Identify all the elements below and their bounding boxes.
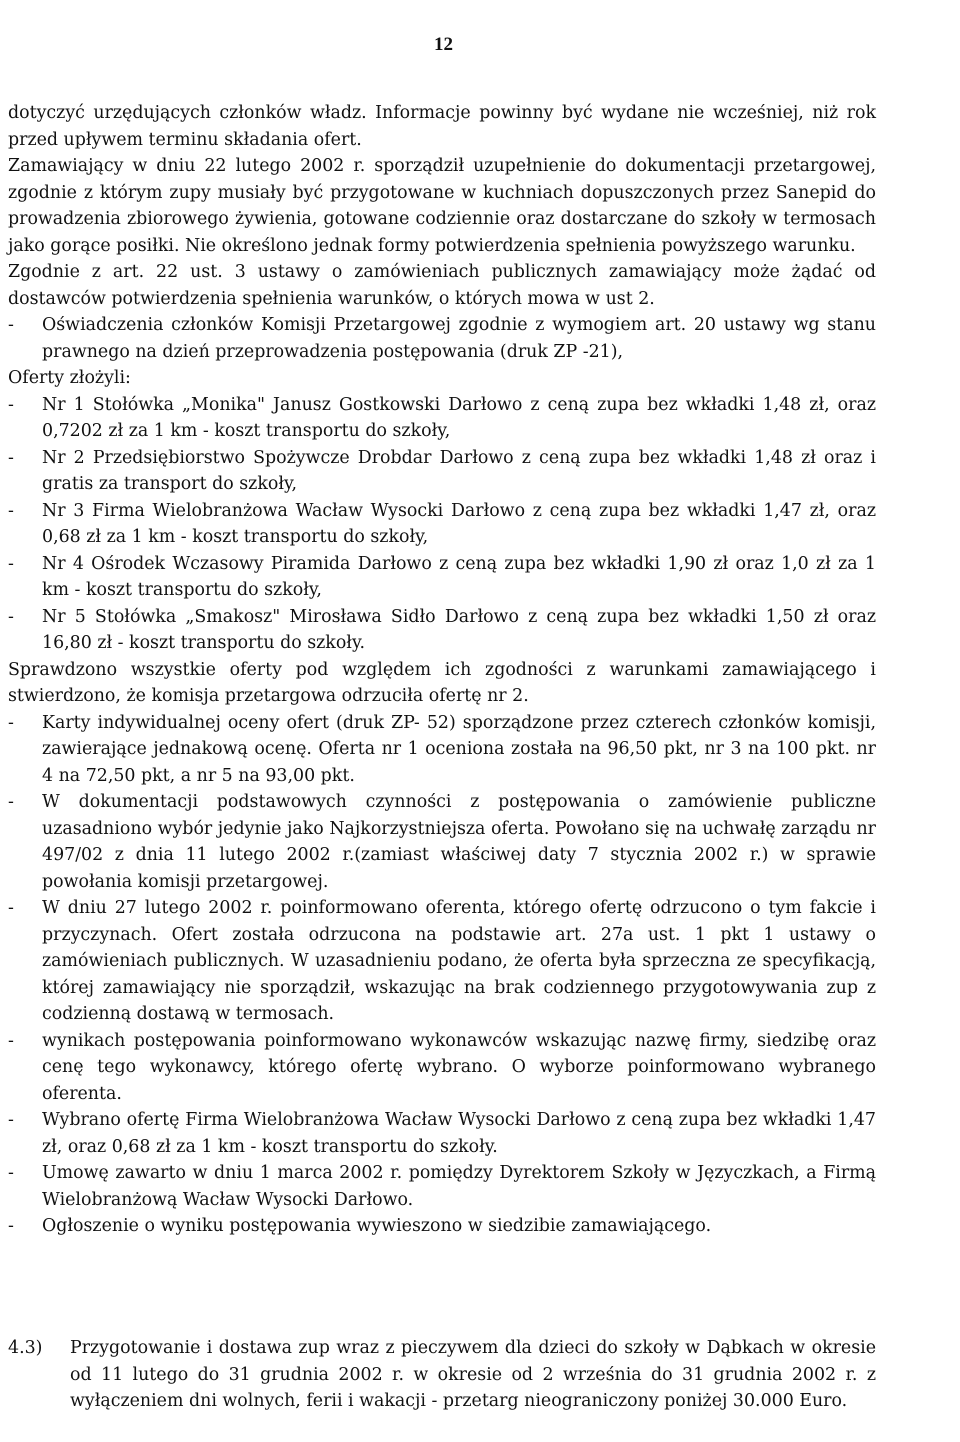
offer-item (8, 445, 876, 498)
list-item (8, 312, 876, 365)
list-dash: - (8, 1030, 14, 1051)
finding-item (8, 710, 876, 790)
finding-item (8, 1028, 876, 1108)
section-text: Przygotowanie i dostawa zup wraz z pieczywem dla dzieci do szkoły w Dąbkach w okresie od 11 lutego do 31 grudnia 2002 r. w okresie od 2 września do 31 grudnia 2002 r. z wyłączeniem dni wolnych, ferii i wakacji - przetarg nieograniczony poniżej 30.000 Euro. (70, 1338, 876, 1411)
list-dash: - (8, 1216, 14, 1236)
offer-item (8, 604, 876, 657)
verification-paragraph: Sprawdzono wszystkie oferty pod względem ich zgodności z warunkami zamawiającego i stwierdzono, że komisja przetargowa odrzuciła ofertę nr 2. (8, 659, 876, 706)
list-dash: - (8, 447, 14, 468)
list-dash: - (8, 712, 14, 733)
paragraph: dotyczyć urzędujących członków władz. Informacje powinny być wydane nie wcześniej, niż rok przed upływem terminu składania ofert. (8, 103, 876, 150)
list-dash: - (8, 553, 14, 574)
finding-item (8, 1213, 876, 1240)
finding-text: Wybrano ofertę Firma Wielobranżowa Wacław Wysocki Darłowo z ceną zupa bez wkładki 1,47 zł, oraz 0,68 zł za 1 km - koszt transportu do szkoły. (42, 1110, 876, 1157)
finding-item (8, 895, 876, 1028)
offer-item (8, 498, 876, 551)
offer-text: Nr 5 Stołówka „Smakosz" Mirosława Sidło Darłowo z ceną zupa bez wkładki 1,50 zł oraz 16,80 zł - koszt transportu do szkoły. (42, 606, 876, 653)
offer-text: Nr 2 Przedsiębiorstwo Spożywcze Drobdar Darłowo z ceną zupa bez wkładki 1,48 zł oraz i gratis za transport do szkoły, (42, 447, 876, 494)
offer-text: Nr 1 Stołówka „Monika" Janusz Gostkowski Darłowo z ceną zupa bez wkładki 1,48 zł, oraz 0,7202 zł za 1 km - koszt transportu do szkoły, (42, 394, 876, 441)
list-dash: - (8, 898, 14, 918)
finding-text: W dniu 27 lutego 2002 r. poinformowano oferenta, którego ofertę odrzucono o tym fakcie i przyczynach. Ofert została odrzucona na podstawie art. 27a ust. 1 pkt 1 ustawy o zamówieniach publicznych. W uzasadnieniu podano, że oferta była sprzeczna ze specyfikacją, której zamawiający nie sporządził, wskazując na brak codziennego przygotowywania zup z codzienną dostawą w termosach. (42, 898, 876, 1024)
list-dash: - (8, 792, 14, 812)
page-number: 12 (434, 34, 453, 55)
finding-text: Karty indywidualnej oceny ofert (druk ZP- 52) sporządzone przez czterech członków komisji, zawierające jednakową ocenę. Oferta nr 1 oceniona została na 96,50 pkt, nr 3 na 100 pkt. nr 4 na 72,50 pkt, a nr 5 na 93,00 pkt. (42, 712, 876, 786)
list-dash: - (8, 500, 14, 521)
finding-text: wynikach postępowania poinformowano wykonawców wskazując nazwę firmy, siedzibę oraz cenę tego wykonawcy, którego ofertę wybrano. O wyborze poinformowano wybranego oferenta. (42, 1030, 876, 1104)
offer-text: Nr 3 Firma Wielobranżowa Wacław Wysocki Darłowo z ceną zupa bez wkładki 1,47 zł, oraz 0,68 zł za 1 km - koszt transportu do szkoły, (42, 500, 876, 547)
section-number: 4.3) (8, 1338, 43, 1358)
section-4-3 (8, 1335, 876, 1415)
finding-item (8, 1107, 876, 1160)
list-dash: - (8, 606, 14, 627)
list-dash: - (8, 315, 14, 335)
document-body (8, 100, 876, 1240)
paragraph: Zgodnie z art. 22 ust. 3 ustawy o zamówieniach publicznych zamawiający może żądać od dostawców potwierdzenia spełnienia warunków, o których mowa w ust 2. (8, 262, 876, 309)
list-item-text: Oświadczenia członków Komisji Przetargowej zgodnie z wymogiem art. 20 ustawy wg stanu prawnego na dzień przeprowadzenia postępowania (druk ZP -21), (42, 315, 876, 362)
finding-item (8, 789, 876, 895)
list-dash: - (8, 1110, 14, 1130)
offer-item (8, 392, 876, 445)
finding-text: W dokumentacji podstawowych czynności z postępowania o zamówienie publiczne uzasadniono wybór jedynie jako Najkorzystniejsza oferta. Powołano się na uchwałę zarządu nr 497/02 z dnia 11 lutego 2002 r.(zamiast właściwej daty 7 stycznia 2002 r.) w sprawie powołania komisji przetargowej. (42, 792, 876, 892)
offer-item (8, 551, 876, 604)
paragraph: Zamawiający w dniu 22 lutego 2002 r. sporządził uzupełnienie do dokumentacji przetargowej, zgodnie z którym zupy musiały być przygotowane w kuchniach dopuszczonych przez Sanepid do prowadzenia zbiorowego żywienia, gotowane codziennie oraz dostarczane do szkoły w termosach jako gorące posiłki. Nie określono jednak formy potwierdzenia spełnienia powyższego warunku. (8, 156, 876, 256)
offer-text: Nr 4 Ośrodek Wczasowy Piramida Darłowo z ceną zupa bez wkładki 1,90 zł oraz 1,0 zł za 1 km - koszt transportu do szkoły, (42, 553, 876, 600)
offers-heading: Oferty złożyli: (8, 368, 131, 388)
list-dash: - (8, 1163, 14, 1183)
finding-item (8, 1160, 876, 1213)
list-dash: - (8, 394, 14, 415)
finding-text: Ogłoszenie o wyniku postępowania wywieszono w siedzibie zamawiającego. (42, 1216, 712, 1236)
finding-text: Umowę zawarto w dniu 1 marca 2002 r. pomiędzy Dyrektorem Szkoły w Języczkach, a Firmą Wielobranżową Wacław Wysocki Darłowo. (42, 1163, 876, 1210)
